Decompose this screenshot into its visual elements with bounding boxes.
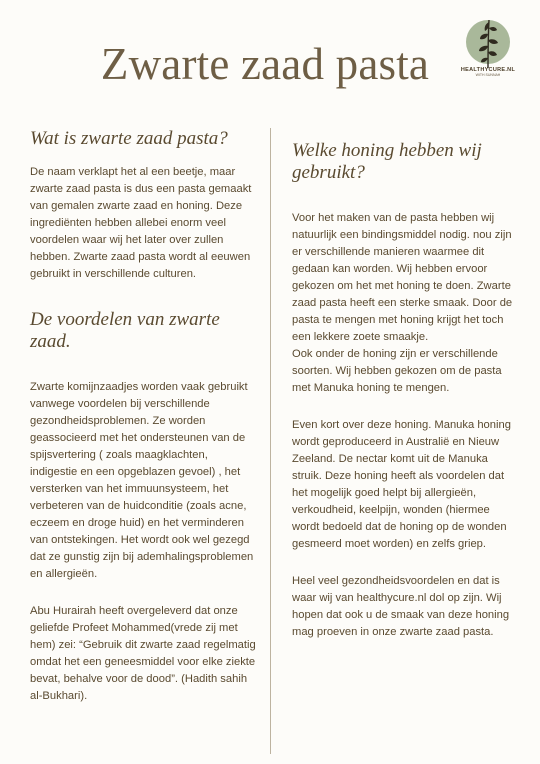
section-body-honey-1: Voor het maken van de pasta hebben wij natuurlijk een bindingsmiddel nodig. nou zijn er verschillende manieren waarmee dit gedaan kan worden. Wij hebben ervoor gekozen om het met honing te doen. Zwarte zaad pasta heeft een sterke smaak. Door de pasta te mengen met honing krijgt het toch een lekkere zoete smaakje. Ook onder de honing zijn er verschillende soorten. Wij hebben gekozen om de pasta met Manuka honing te mengen. xyxy=(292,212,513,394)
left-column xyxy=(30,128,258,705)
section-heading-benefits: De voordelen van zwarte zaad. xyxy=(30,309,220,352)
logo-brand-text: HEALTHYCURE.NL xyxy=(460,67,516,73)
logo-circle xyxy=(466,20,510,64)
section-heading-honey: Welke honing hebben wij gebruikt? xyxy=(292,140,482,183)
column-divider xyxy=(270,128,271,754)
right-column xyxy=(292,140,518,641)
leaf-branch-icon xyxy=(466,14,510,70)
section-body-what-is: De naam verklapt het al een beetje, maar zwarte zaad pasta is dus een pasta gemaakt van gemalen zwarte zaad en honing. Deze ingrediënten hebben allebei enorm veel voordelen waar wij het later over zullen hebben. Zwarte zaad pasta wordt al eeuwen gebruikt in verschillende culturen. xyxy=(30,166,252,280)
section-body-benefits: Zwarte komijnzaadjes worden vaak gebruikt vanwege voordelen bij verschillende gezondheidsproblemen. Ze worden geassocieerd met het ondersteunen van de spijsvertering ( zoals maagklachten, indigestie en een opgeblazen gevoel) , het versterken van het immuunsysteem, het verbeteren van de huidconditie (zoals acne, eczeem en droge huid) en het verminderen van ontstekingen. Het wordt ook wel gezegd dat ze gunstig zijn bij ademhalingsproblemen en allergieën. xyxy=(30,381,254,580)
logo-tagline: WITH SUNNAH xyxy=(475,73,501,77)
page-title: Zwarte zaad pasta xyxy=(100,39,430,89)
section-body-honey-2: Even kort over deze honing. Manuka honing wordt geproduceerd in Australië en Nieuw Zeeland. De nectar komt uit de Manuka struik. Deze honing heeft als voordelen dat het mogelijk goed helpt bij allergieën, verkoudheid, keelpijn, wonden (hiermee wordt bedoeld dat de honing op de wonden gesmeerd moet worden) en zelfs griep. xyxy=(292,419,511,550)
brand-logo xyxy=(460,20,516,100)
section-body-honey-3: Heel veel gezondheidsvoordelen en dat is waar wij van healthycure.nl dol op zijn. Wij hopen dat ook u de smaak van deze honing mag proeven in onze zwarte zaad pasta. xyxy=(292,575,510,638)
section-body-hadith: Abu Hurairah heeft overgeleverd dat onze geliefde Profeet Mohammed(vrede zij met hem) zei: “Gebruik dit zwarte zaad regelmatig omdat het een geneesmiddel voor elke ziekte bevat, behalve voor de dood”. (Hadith sahih al-Bukhari). xyxy=(30,605,256,702)
section-heading-what-is: Wat is zwarte zaad pasta? xyxy=(30,128,228,149)
